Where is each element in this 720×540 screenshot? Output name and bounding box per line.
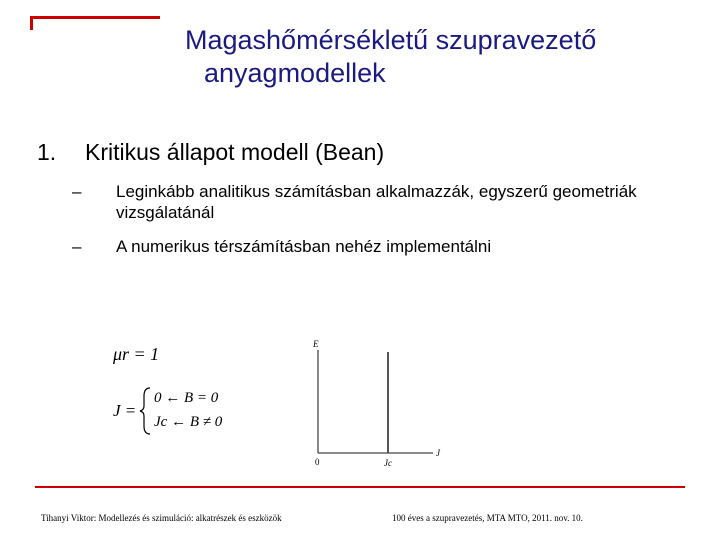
footer-author: Tihanyi Viktor: Modellezés és szimuláció: alkatrészek és eszközök	[41, 513, 282, 523]
bullet-text: A numerikus térszámításban nehéz implementálni	[116, 237, 492, 256]
bullet-dash: –	[72, 182, 82, 201]
footer-divider	[35, 486, 685, 488]
graph-y-axis-label: E	[313, 339, 319, 349]
accent-bar-vertical	[30, 16, 33, 30]
graph-origin-label: 0	[315, 457, 320, 467]
formula-j-label: J =	[113, 401, 137, 420]
title-line-2: anyagmodellek	[204, 58, 386, 88]
heading-text: Kritikus állapot modell (Bean)	[85, 139, 385, 165]
section-heading	[37, 137, 384, 167]
formula-case-1: 0 ← B = 0	[154, 390, 219, 406]
e-j-characteristic-graph	[300, 330, 450, 470]
bean-model-formula	[110, 340, 250, 440]
formula-svg	[110, 340, 250, 440]
accent-bar-horizontal	[30, 16, 160, 19]
footer-event: 100 éves a szupravezetés, MTA MTO, 2011. nov. 10.	[392, 513, 583, 523]
heading-number: 1.	[37, 139, 57, 165]
slide-title	[185, 24, 705, 90]
title-line-1: Magashőmérsékletű szupravezető	[185, 25, 597, 55]
bullet-dash: –	[72, 237, 82, 256]
formula-case-2: Jc ← B ≠ 0	[154, 414, 223, 430]
graph-jc-label: Jc	[384, 458, 392, 468]
formula-mu-r: μr = 1	[113, 344, 160, 364]
formula-brace	[140, 388, 150, 434]
bullet-text: Leginkább analitikus számításban alkalmazzák, egyszerű geometriák vizsgálatánál	[116, 182, 637, 222]
graph-x-axis-label: J	[436, 448, 440, 458]
graph-svg	[300, 330, 450, 470]
